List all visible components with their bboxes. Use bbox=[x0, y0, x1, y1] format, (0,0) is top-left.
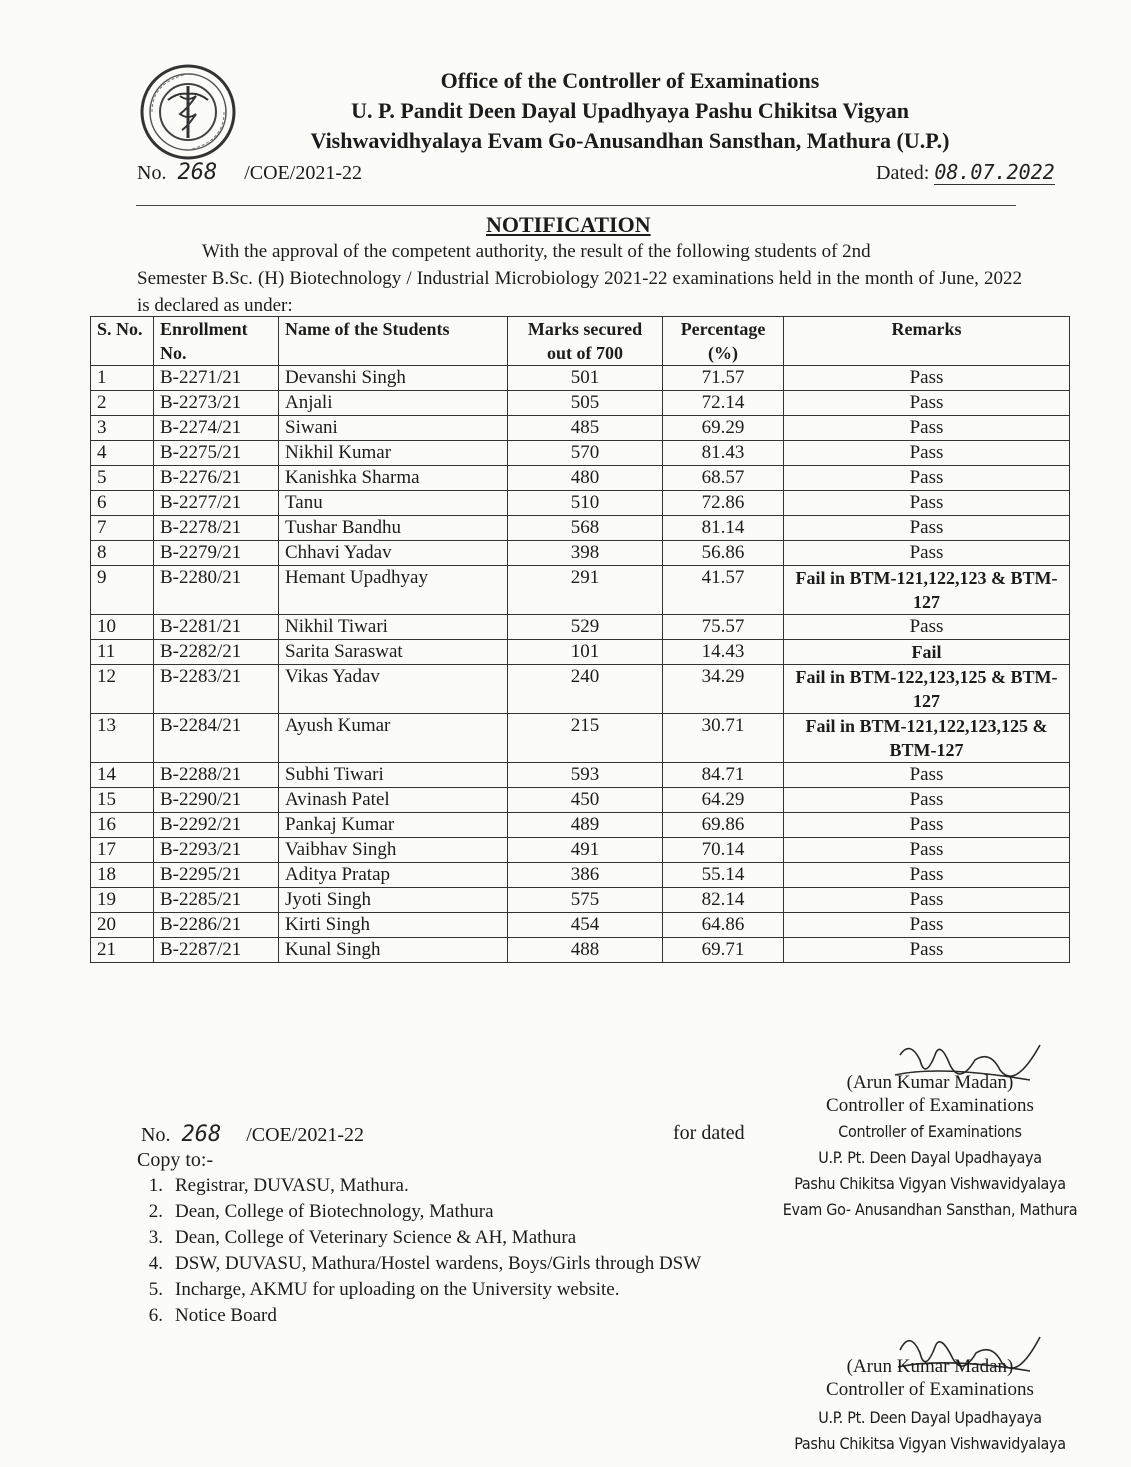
cell-sno: 5 bbox=[91, 466, 154, 491]
copy-item-text: Notice Board bbox=[175, 1305, 277, 1326]
copy-item-text: Incharge, AKMU for uploading on the University website. bbox=[175, 1279, 620, 1300]
cell-marks: 101 bbox=[508, 640, 663, 665]
cell-percentage: 14.43 bbox=[663, 640, 784, 665]
cell-percentage: 55.14 bbox=[663, 863, 784, 888]
signature-block-2 bbox=[780, 1355, 1080, 1401]
cell-sno: 16 bbox=[91, 813, 154, 838]
copy-item-text: Registrar, DUVASU, Mathura. bbox=[175, 1175, 409, 1196]
cell-remarks: Pass bbox=[784, 763, 1070, 788]
cell-enrollment: B-2287/21 bbox=[154, 938, 279, 963]
reference-number bbox=[137, 160, 362, 185]
cell-percentage: 72.14 bbox=[663, 391, 784, 416]
cell-remarks: Pass bbox=[784, 391, 1070, 416]
cell-marks: 291 bbox=[508, 566, 663, 615]
cell-remarks: Pass bbox=[784, 541, 1070, 566]
cell-marks: 386 bbox=[508, 863, 663, 888]
cell-remarks: Pass bbox=[784, 913, 1070, 938]
stamp-line: Pashu Chikitsa Vigyan Vishwavidyalaya bbox=[794, 1174, 1066, 1193]
cell-sno: 11 bbox=[91, 640, 154, 665]
cell-percentage: 30.71 bbox=[663, 714, 784, 763]
cell-percentage: 81.43 bbox=[663, 441, 784, 466]
header-remarks: Remarks bbox=[784, 317, 1070, 366]
copy-item-text: DSW, DUVASU, Mathura/Hostel wardens, Boys/Girls through DSW bbox=[175, 1253, 702, 1274]
cell-student-name: Kunal Singh bbox=[279, 938, 508, 963]
cell-enrollment: B-2288/21 bbox=[154, 763, 279, 788]
table-row bbox=[91, 441, 1070, 466]
university-logo bbox=[138, 62, 238, 162]
cell-remarks: Pass bbox=[784, 838, 1070, 863]
copy-list-item bbox=[125, 1303, 701, 1329]
cell-student-name: Devanshi Singh bbox=[279, 366, 508, 391]
official-stamp-1 bbox=[770, 1119, 1090, 1223]
copy-list-item bbox=[125, 1277, 701, 1303]
cell-marks: 480 bbox=[508, 466, 663, 491]
header-divider bbox=[136, 205, 1016, 206]
cell-student-name: Aditya Pratap bbox=[279, 863, 508, 888]
cell-remarks: Pass bbox=[784, 416, 1070, 441]
cell-enrollment: B-2275/21 bbox=[154, 441, 279, 466]
table-row bbox=[91, 714, 1070, 763]
cell-student-name: Jyoti Singh bbox=[279, 888, 508, 913]
cell-percentage: 82.14 bbox=[663, 888, 784, 913]
cell-sno: 6 bbox=[91, 491, 154, 516]
copy-to-list bbox=[125, 1173, 701, 1329]
header-marks: Marks secured out of 700 bbox=[508, 317, 663, 366]
copy-item-number: 3. bbox=[148, 1227, 163, 1248]
table-row bbox=[91, 566, 1070, 615]
cell-enrollment: B-2281/21 bbox=[154, 615, 279, 640]
copy-ref-suffix: /COE/2021-22 bbox=[246, 1124, 364, 1146]
table-row bbox=[91, 888, 1070, 913]
copy-item-number: 2. bbox=[148, 1201, 163, 1222]
table-row bbox=[91, 913, 1070, 938]
copy-item-number: 4. bbox=[148, 1253, 163, 1274]
signature-block-1 bbox=[780, 1071, 1080, 1117]
cell-sno: 1 bbox=[91, 366, 154, 391]
stamp-line: Evam Go- Anusandhan Sansthan, Mathura bbox=[782, 1200, 1078, 1219]
cell-sno: 14 bbox=[91, 763, 154, 788]
header-university-name: U. P. Pandit Deen Dayal Upadhyaya Pashu Chikitsa Vigyan bbox=[351, 98, 909, 123]
cell-percentage: 81.14 bbox=[663, 516, 784, 541]
cell-enrollment: B-2293/21 bbox=[154, 838, 279, 863]
signatory-title-2: Controller of Examinations bbox=[826, 1379, 1034, 1400]
cell-enrollment: B-2295/21 bbox=[154, 863, 279, 888]
cell-sno: 2 bbox=[91, 391, 154, 416]
cell-sno: 19 bbox=[91, 888, 154, 913]
cell-sno: 4 bbox=[91, 441, 154, 466]
cell-remarks: Fail in BTM-121,122,123 & BTM-127 bbox=[784, 566, 1070, 615]
cell-enrollment: B-2292/21 bbox=[154, 813, 279, 838]
header-sno: S. No. bbox=[91, 317, 154, 366]
cell-marks: 215 bbox=[508, 714, 663, 763]
cell-percentage: 69.29 bbox=[663, 416, 784, 441]
table-body bbox=[91, 366, 1070, 963]
table-row bbox=[91, 788, 1070, 813]
cell-remarks: Pass bbox=[784, 788, 1070, 813]
copy-list-item bbox=[125, 1225, 701, 1251]
copy-list-item bbox=[125, 1199, 701, 1225]
cell-sno: 10 bbox=[91, 615, 154, 640]
cell-enrollment: B-2290/21 bbox=[154, 788, 279, 813]
table-row bbox=[91, 813, 1070, 838]
ref-number-handwritten: 268 bbox=[177, 160, 218, 185]
cell-percentage: 41.57 bbox=[663, 566, 784, 615]
cell-remarks: Pass bbox=[784, 938, 1070, 963]
cell-percentage: 34.29 bbox=[663, 665, 784, 714]
cell-remarks: Pass bbox=[784, 491, 1070, 516]
table-row bbox=[91, 541, 1070, 566]
cell-student-name: Tanu bbox=[279, 491, 508, 516]
notification-body-line1: With the approval of the competent authority, the result of the following students of 2nd bbox=[202, 241, 871, 262]
copy-item-text: Dean, College of Biotechnology, Mathura bbox=[175, 1201, 494, 1222]
cell-sno: 18 bbox=[91, 863, 154, 888]
cell-marks: 501 bbox=[508, 366, 663, 391]
cell-enrollment: B-2284/21 bbox=[154, 714, 279, 763]
cell-marks: 529 bbox=[508, 615, 663, 640]
table-row bbox=[91, 838, 1070, 863]
cell-student-name: Siwani bbox=[279, 416, 508, 441]
cell-remarks: Pass bbox=[784, 813, 1070, 838]
signatory-name-2: (Arun Kumar Madan) bbox=[846, 1356, 1014, 1377]
ref-prefix: No. bbox=[137, 162, 167, 184]
cell-percentage: 69.86 bbox=[663, 813, 784, 838]
cell-sno: 9 bbox=[91, 566, 154, 615]
header-percentage: Percentage (%) bbox=[663, 317, 784, 366]
copy-item-number: 5. bbox=[148, 1279, 163, 1300]
cell-sno: 21 bbox=[91, 938, 154, 963]
cell-remarks: Pass bbox=[784, 441, 1070, 466]
cell-student-name: Chhavi Yadav bbox=[279, 541, 508, 566]
cell-student-name: Avinash Patel bbox=[279, 788, 508, 813]
cell-remarks: Fail bbox=[784, 640, 1070, 665]
cell-student-name: Subhi Tiwari bbox=[279, 763, 508, 788]
stamp-line: Pashu Chikitsa Vigyan Vishwavidyalaya bbox=[794, 1434, 1066, 1453]
copy-list-item bbox=[125, 1251, 701, 1277]
cell-enrollment: B-2283/21 bbox=[154, 665, 279, 714]
copy-list-item bbox=[125, 1173, 701, 1199]
cell-sno: 7 bbox=[91, 516, 154, 541]
cell-percentage: 75.57 bbox=[663, 615, 784, 640]
stamp-line: U.P. Pt. Deen Dayal Upadhayaya bbox=[818, 1148, 1042, 1167]
copy-to-label: Copy to:- bbox=[137, 1149, 214, 1171]
header-university-location: Vishwavidhyalaya Evam Go-Anusandhan Sansthan, Mathura (U.P.) bbox=[310, 128, 950, 153]
cell-enrollment: B-2273/21 bbox=[154, 391, 279, 416]
cell-percentage: 71.57 bbox=[663, 366, 784, 391]
table-row bbox=[91, 466, 1070, 491]
cell-marks: 240 bbox=[508, 665, 663, 714]
cell-marks: 398 bbox=[508, 541, 663, 566]
cell-percentage: 69.71 bbox=[663, 938, 784, 963]
header-enrollment: Enrollment No. bbox=[154, 317, 279, 366]
cell-enrollment: B-2285/21 bbox=[154, 888, 279, 913]
table-row bbox=[91, 391, 1070, 416]
table-row bbox=[91, 366, 1070, 391]
cell-marks: 450 bbox=[508, 788, 663, 813]
table-header-row bbox=[91, 317, 1070, 366]
cell-marks: 489 bbox=[508, 813, 663, 838]
table-row bbox=[91, 938, 1070, 963]
cell-enrollment: B-2271/21 bbox=[154, 366, 279, 391]
copy-reference-number bbox=[141, 1122, 364, 1147]
cell-percentage: 64.86 bbox=[663, 913, 784, 938]
notification-body bbox=[137, 238, 1022, 319]
cell-percentage: 70.14 bbox=[663, 838, 784, 863]
dated bbox=[876, 160, 1055, 185]
cell-student-name: Hemant Upadhyay bbox=[279, 566, 508, 615]
cell-student-name: Ayush Kumar bbox=[279, 714, 508, 763]
cell-marks: 575 bbox=[508, 888, 663, 913]
stamp-line: Controller of Examinations bbox=[838, 1122, 1022, 1141]
stamp-line: U.P. Pt. Deen Dayal Upadhayaya bbox=[818, 1408, 1042, 1427]
cell-sno: 20 bbox=[91, 913, 154, 938]
cell-marks: 568 bbox=[508, 516, 663, 541]
notification-title: NOTIFICATION bbox=[486, 212, 651, 237]
for-dated: for dated bbox=[673, 1122, 745, 1144]
dated-value-handwritten: 08.07.2022 bbox=[934, 160, 1055, 184]
cell-sno: 13 bbox=[91, 714, 154, 763]
cell-marks: 505 bbox=[508, 391, 663, 416]
signatory-title: Controller of Examinations bbox=[826, 1095, 1034, 1116]
cell-student-name: Anjali bbox=[279, 391, 508, 416]
notification-body-rest: Semester B.Sc. (H) Biotechnology / Industrial Microbiology 2021-22 examinations held in the month of June, 2022 is declared as under: bbox=[137, 268, 1022, 316]
cell-percentage: 84.71 bbox=[663, 763, 784, 788]
cell-marks: 454 bbox=[508, 913, 663, 938]
table-row bbox=[91, 615, 1070, 640]
cell-student-name: Vaibhav Singh bbox=[279, 838, 508, 863]
ref-suffix: /COE/2021-22 bbox=[244, 162, 362, 184]
copy-ref-prefix: No. bbox=[141, 1124, 171, 1146]
cell-marks: 510 bbox=[508, 491, 663, 516]
cell-remarks: Pass bbox=[784, 615, 1070, 640]
cell-sno: 17 bbox=[91, 838, 154, 863]
table-row bbox=[91, 491, 1070, 516]
copy-item-number: 1. bbox=[148, 1175, 163, 1196]
cell-remarks: Pass bbox=[784, 366, 1070, 391]
cell-sno: 8 bbox=[91, 541, 154, 566]
cell-sno: 15 bbox=[91, 788, 154, 813]
cell-student-name: Tushar Bandhu bbox=[279, 516, 508, 541]
cell-percentage: 64.29 bbox=[663, 788, 784, 813]
dated-label: Dated: bbox=[876, 162, 930, 184]
cell-student-name: Pankaj Kumar bbox=[279, 813, 508, 838]
cell-marks: 570 bbox=[508, 441, 663, 466]
results-table bbox=[90, 316, 1070, 963]
header-name: Name of the Students bbox=[279, 317, 508, 366]
table-row bbox=[91, 863, 1070, 888]
table-row bbox=[91, 665, 1070, 714]
signatory-name: (Arun Kumar Madan) bbox=[846, 1072, 1014, 1093]
table-row bbox=[91, 640, 1070, 665]
cell-sno: 3 bbox=[91, 416, 154, 441]
cell-sno: 12 bbox=[91, 665, 154, 714]
cell-student-name: Nikhil Kumar bbox=[279, 441, 508, 466]
table-row bbox=[91, 416, 1070, 441]
copy-item-number: 6. bbox=[148, 1305, 163, 1326]
cell-marks: 485 bbox=[508, 416, 663, 441]
cell-enrollment: B-2282/21 bbox=[154, 640, 279, 665]
cell-enrollment: B-2280/21 bbox=[154, 566, 279, 615]
table-row bbox=[91, 763, 1070, 788]
cell-enrollment: B-2274/21 bbox=[154, 416, 279, 441]
cell-percentage: 72.86 bbox=[663, 491, 784, 516]
cell-enrollment: B-2276/21 bbox=[154, 466, 279, 491]
official-stamp-2 bbox=[770, 1405, 1090, 1457]
copy-item-text: Dean, College of Veterinary Science & AH, Mathura bbox=[175, 1227, 577, 1248]
cell-percentage: 56.86 bbox=[663, 541, 784, 566]
cell-enrollment: B-2279/21 bbox=[154, 541, 279, 566]
cell-remarks: Fail in BTM-121,122,123,125 & BTM-127 bbox=[784, 714, 1070, 763]
cell-enrollment: B-2278/21 bbox=[154, 516, 279, 541]
table-row bbox=[91, 516, 1070, 541]
cell-student-name: Kanishka Sharma bbox=[279, 466, 508, 491]
cell-student-name: Nikhil Tiwari bbox=[279, 615, 508, 640]
cell-enrollment: B-2286/21 bbox=[154, 913, 279, 938]
cell-student-name: Kirti Singh bbox=[279, 913, 508, 938]
cell-remarks: Pass bbox=[784, 516, 1070, 541]
cell-remarks: Pass bbox=[784, 863, 1070, 888]
cell-remarks: Pass bbox=[784, 466, 1070, 491]
cell-marks: 491 bbox=[508, 838, 663, 863]
cell-marks: 488 bbox=[508, 938, 663, 963]
header-office-title: Office of the Controller of Examinations bbox=[440, 68, 820, 93]
cell-remarks: Fail in BTM-122,123,125 & BTM-127 bbox=[784, 665, 1070, 714]
cell-percentage: 68.57 bbox=[663, 466, 784, 491]
cell-marks: 593 bbox=[508, 763, 663, 788]
cell-student-name: Vikas Yadav bbox=[279, 665, 508, 714]
copy-ref-number-handwritten: 268 bbox=[181, 1122, 222, 1147]
cell-remarks: Pass bbox=[784, 888, 1070, 913]
cell-enrollment: B-2277/21 bbox=[154, 491, 279, 516]
cell-student-name: Sarita Saraswat bbox=[279, 640, 508, 665]
